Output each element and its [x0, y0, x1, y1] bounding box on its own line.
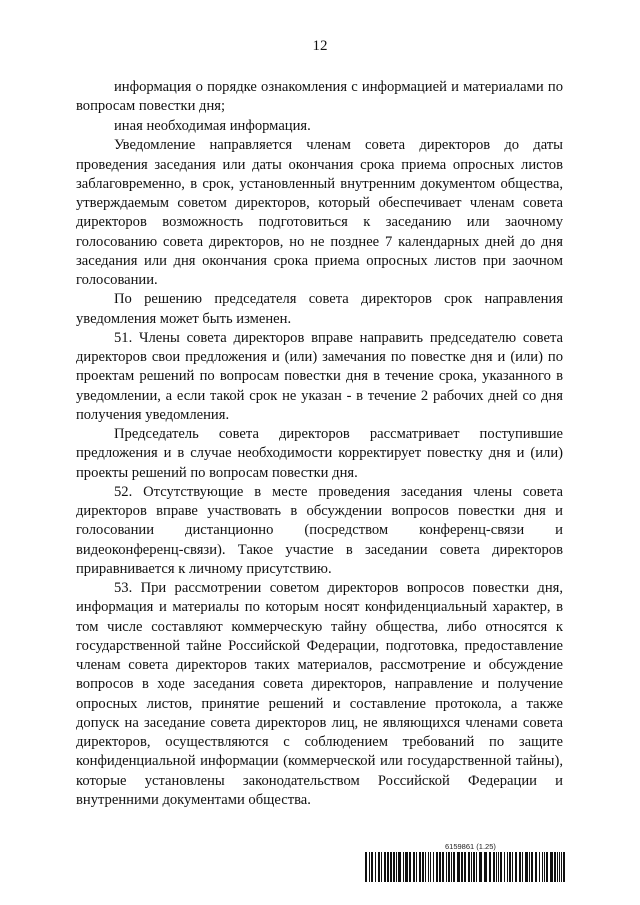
barcode-bar — [428, 852, 429, 882]
barcode-bar — [504, 852, 505, 882]
barcode-bar — [519, 852, 521, 882]
paragraph-other-info: иная необходимая информация. — [114, 118, 311, 134]
barcode — [365, 842, 565, 882]
barcode-bar — [378, 852, 380, 882]
barcode-bar — [546, 852, 548, 882]
barcode-bar — [422, 852, 424, 882]
barcode-bar — [554, 852, 556, 882]
barcode-bar — [561, 852, 562, 882]
barcode-bar — [557, 852, 558, 882]
barcode-bar — [493, 852, 495, 882]
barcode-bar — [509, 852, 511, 882]
barcode-bar — [425, 852, 426, 882]
paragraph-info-procedure: информация о порядке ознакомления с информацией и материалами по вопросам повестки дня; — [76, 79, 563, 115]
paragraph-clause-53: 53. При рассмотрении советом директоров вопросов повестки дня, информация и материалы по которым носят конфиденциальный характер, в том числе составляют коммерческую тайну общества, либо относятся к государственной тайне Российской Федерации, подготовка, предоставление членам совета директоров таких материалов, рассмотрение и обсуждение вопросов в ходе заседания совета директоров, направление и получение опросных листов, принятие решений и составление протокола, а также допуск на заседание совета директоров лиц, не являющихся членами совета директоров, осуществляются с соблюдением требований по защите конфиденциальной информации (коммерческой или государственной тайны), которые установлены законодательством Российской Федерации и внутренними документами общества. — [76, 580, 563, 808]
barcode-bar — [476, 852, 477, 882]
barcode-bar — [542, 852, 543, 882]
barcode-bar — [529, 852, 530, 882]
barcode-bar — [484, 852, 487, 882]
barcode-bar — [409, 852, 411, 882]
barcode-bar — [446, 852, 447, 882]
barcode-bar — [436, 852, 438, 882]
barcode-bar — [457, 852, 460, 882]
paragraph-chairman-review: Председатель совета директоров рассматривает поступившие предложения и в случае необходимости корректирует повестку дня и (или) проекты решений по вопросам повестки дня. — [76, 426, 563, 481]
barcode-bar — [544, 852, 545, 882]
barcode-bar — [512, 852, 513, 882]
barcode-bar — [403, 852, 404, 882]
page-number: 12 — [312, 38, 328, 54]
barcode-bar — [559, 852, 560, 882]
barcode-bar — [468, 852, 470, 882]
barcode-bar — [471, 852, 472, 882]
barcode-bar — [550, 852, 553, 882]
barcode-bar — [496, 852, 497, 882]
barcode-bar — [539, 852, 540, 882]
barcode-bar — [442, 852, 444, 882]
barcode-bar — [439, 852, 441, 882]
paragraph-chairman-decision: По решению председателя совета директоров срок направления уведомления может быть изменен. — [76, 291, 563, 327]
barcode-caption: 6159861 (1.25) — [445, 842, 496, 851]
barcode-bars — [365, 852, 565, 882]
paragraph-notification: Уведомление направляется членам совета директоров до даты проведения заседания или даты окончания срока приема опросных листов заблаговременно, в срок, установленный внутренним документом общества, утверждаемым советом директоров, который обеспечивает членам совета директоров возможность подготовиться к заседанию или заочному голосованию совета директоров, но не позднее 7 календарных дней до дня заседания или дня окончания срока приема опросных листов при заочном голосовании. — [76, 137, 563, 288]
barcode-bar — [381, 852, 382, 882]
barcode-bar — [393, 852, 395, 882]
barcode-bar — [479, 852, 482, 882]
barcode-bar — [515, 852, 517, 882]
barcode-bar — [430, 852, 431, 882]
barcode-bar — [464, 852, 466, 882]
barcode-bar — [461, 852, 463, 882]
barcode-bar — [375, 852, 376, 882]
barcode-bar — [507, 852, 508, 882]
barcode-bar — [371, 852, 373, 882]
barcode-bar — [535, 852, 537, 882]
barcode-bar — [453, 852, 455, 882]
barcode-bar — [405, 852, 408, 882]
barcode-bar — [396, 852, 397, 882]
barcode-bar — [522, 852, 523, 882]
barcode-bar — [473, 852, 475, 882]
barcode-bar — [451, 852, 452, 882]
barcode-bar — [563, 852, 565, 882]
barcode-bar — [398, 852, 401, 882]
body-text — [76, 78, 563, 810]
barcode-bar — [387, 852, 389, 882]
barcode-bar — [416, 852, 417, 882]
barcode-bar — [369, 852, 370, 882]
paragraph-clause-52: 52. Отсутствующие в месте проведения заседания члены совета директоров вправе участвовать в обсуждении вопросов повестки дня и голосовании дистанционно (посредством конференц-связи и видеоконференц-связи). Такое участие в заседании совета директоров приравнивается к личному присутствию. — [76, 483, 563, 577]
barcode-bar — [498, 852, 499, 882]
barcode-bar — [489, 852, 491, 882]
paragraph-clause-51: 51. Члены совета директоров вправе направить председателю совета директоров свои предложения и (или) замечания по повестке дня и (или) по проектам решений по вопросам повестки дня в течение срока, указанного в уведомлении, а если такой срок не указан - в течение 2 рабочих дней со дня получения уведомления. — [76, 329, 563, 423]
barcode-bar — [384, 852, 386, 882]
barcode-bar — [500, 852, 502, 882]
barcode-bar — [413, 852, 415, 882]
barcode-bar — [531, 852, 533, 882]
barcode-bar — [390, 852, 392, 882]
barcode-bar — [419, 852, 421, 882]
barcode-bar — [433, 852, 434, 882]
barcode-bar — [448, 852, 450, 882]
barcode-bar — [525, 852, 528, 882]
barcode-bar — [365, 852, 367, 882]
